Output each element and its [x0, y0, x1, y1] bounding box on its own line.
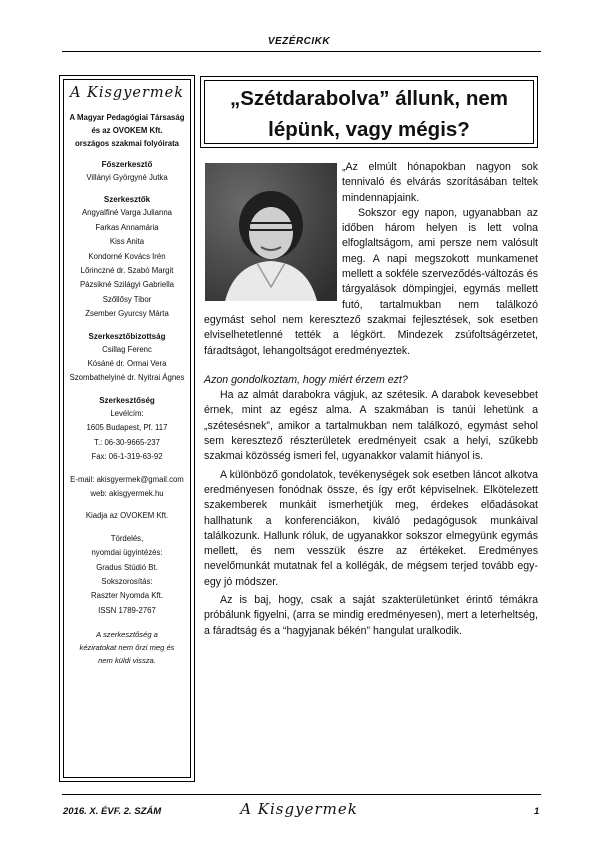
- editor-name: Szőllősy Tibor: [102, 294, 152, 304]
- publisher-line: A Magyar Pedagógiai Társaság: [69, 113, 185, 122]
- article-paragraph: Sokszor egy napon, ugyanabban az időben három helyen is lett volna elfoglaltságom, ami persze nem valósult meg. A napi megszokott munkamenet mellett a sokféle szerveződés-változás és tárgyalások dömpingjei, egymás mellett futó, tartalmukban nem találkozó egymást sehol nem keresztező szakmai fejlesztések, sok esetben elviselhetetlenné tették a légkört. Mindezek zsúfoltságérzetet, fáradtságot, lehangoltságot eredményeztek.: [204, 206, 538, 357]
- note-line: A szerkesztőség a: [96, 630, 158, 640]
- production-info: [64, 532, 190, 618]
- publisher-line: országos szakmai folyóirata: [75, 139, 179, 148]
- article-paragraph: Az is baj, hogy, csak a saját szakterületünket érintő témákra próbálunk figyelni, (arra se mindig eredményesen), mert a leterheltség, a fáradtság és a “hagyjanak békén” hangulat uralkodik.: [204, 594, 538, 637]
- office-heading: Szerkesztőség: [99, 395, 155, 405]
- board-list: [64, 343, 190, 386]
- page-number: 1: [534, 806, 540, 817]
- editor-name: Zsember Gyurcsy Márta: [85, 309, 169, 319]
- title-line: lépünk, vagy mégis?: [268, 118, 470, 141]
- title-line: „Szétdarabolva” állunk, nem: [230, 87, 508, 110]
- note-line: nem küldi vissza.: [98, 656, 156, 666]
- header-rule: [62, 51, 541, 52]
- editor-name: Farkas Annamária: [95, 222, 159, 232]
- office-line: Fax: 06-1-319-63-92: [91, 452, 163, 462]
- article-question: Azon gondolkoztam, hogy miért érzem ezt?: [204, 373, 408, 386]
- production-line: Gradus Stúdió Bt.: [96, 562, 158, 572]
- article-paragraph: Ha az almát darabokra vágjuk, az szétesik. A darabok kevesebbet érnek, mint az egész alma. A szakmában is tanúi lehetünk a „szétesésnek”, amikor a tartalmukban nem találkozó, egymást sehol sem keresztező részterületek eredményeit csak a helyi, szűkebb szakmai közösség ismeri fel, ugyanakkor valamit hiányol is.: [204, 389, 538, 463]
- masthead-logo: A Kisgyermek: [69, 85, 185, 101]
- article-title: [204, 80, 534, 144]
- publisher-info: [64, 111, 190, 150]
- section-label: VEZÉRCIKK: [267, 36, 331, 47]
- editor-name: Kiss Anita: [109, 237, 145, 247]
- contact-info: [64, 473, 190, 502]
- email-link[interactable]: E-mail: akisgyermek@gmail.com: [70, 474, 184, 484]
- editors-list: [64, 206, 190, 321]
- editor-name: Kondorné Kovács Irén: [88, 251, 166, 261]
- production-line: Raszter Nyomda Kft.: [91, 591, 163, 601]
- office-info: [64, 407, 190, 465]
- production-line: nyomdai ügyintézés:: [91, 548, 163, 558]
- footer-logo: A Kisgyermek: [240, 800, 358, 818]
- board-member: Szombathelyiné dr. Nyitrai Ágnes: [69, 373, 185, 383]
- board-member: Kósáné dr. Ormai Vera: [87, 359, 167, 369]
- note-line: kéziratokat nem őrzi meg és: [79, 643, 175, 653]
- board-member: Csillag Ferenc: [102, 344, 152, 354]
- editor-name: Angyalfiné Varga Julianna: [81, 208, 172, 218]
- production-line: Tördelés,: [110, 533, 144, 543]
- issue-info: 2016. X. ÉVF. 2. SZÁM: [63, 806, 162, 817]
- article-paragraph: A különböző gondolatok, tevékenységek sok esetben láncot alkotva eredményesen fonódnak össze, és így erőt képviselnek. Elkötelezett szakemberek munkáit ismerhetjük meg, érdekes előadásokat hallhatunk a konferenciákon, kiváló pedagógusok munkáival találkozunk. Hallunk róluk, de ugyanakkor sokszor elmegyünk egymás mellett, és nem vesszük észre az értékeket. Eredményes nevelőmunkát mutatnak fel a kollégák, de mégsem terjed tovább egy-egy jó módszer.: [204, 468, 538, 588]
- manuscript-note: [64, 628, 190, 667]
- editor-name: Pázsikné Szilágyi Gabriella: [79, 280, 175, 290]
- editors-heading: Szerkesztők: [103, 195, 151, 205]
- board-heading: Szerkesztőbizottság: [88, 331, 166, 341]
- article-paragraph: „Az elmúlt hónapokban nagyon sok tennivaló és elvárás szorításában teltek mindennapjaink.: [342, 161, 538, 204]
- masthead-sidebar: [63, 79, 191, 778]
- publisher-line: és az OVOKEM Kft.: [91, 126, 163, 135]
- chief-editor-name: Villányi Györgyné Jutka: [86, 173, 168, 182]
- article-body: [204, 160, 538, 639]
- website-link[interactable]: web: akisgyermek.hu: [90, 488, 164, 498]
- footer-rule: [62, 794, 541, 795]
- office-line: Levélcím:: [110, 408, 144, 418]
- issuer-line: Kiadja az OVOKEM Kft.: [85, 511, 169, 521]
- production-line: Sokszorosítás:: [101, 576, 153, 586]
- production-line: ISSN 1789-2767: [98, 605, 156, 615]
- office-line: T.: 06-30-9665-237: [94, 437, 160, 447]
- editor-name: Lőrinczné dr. Szabó Margit: [80, 266, 174, 276]
- office-line: 1605 Budapest, Pf. 117: [86, 423, 168, 433]
- chief-editor-heading: Főszerkesztő: [101, 160, 153, 169]
